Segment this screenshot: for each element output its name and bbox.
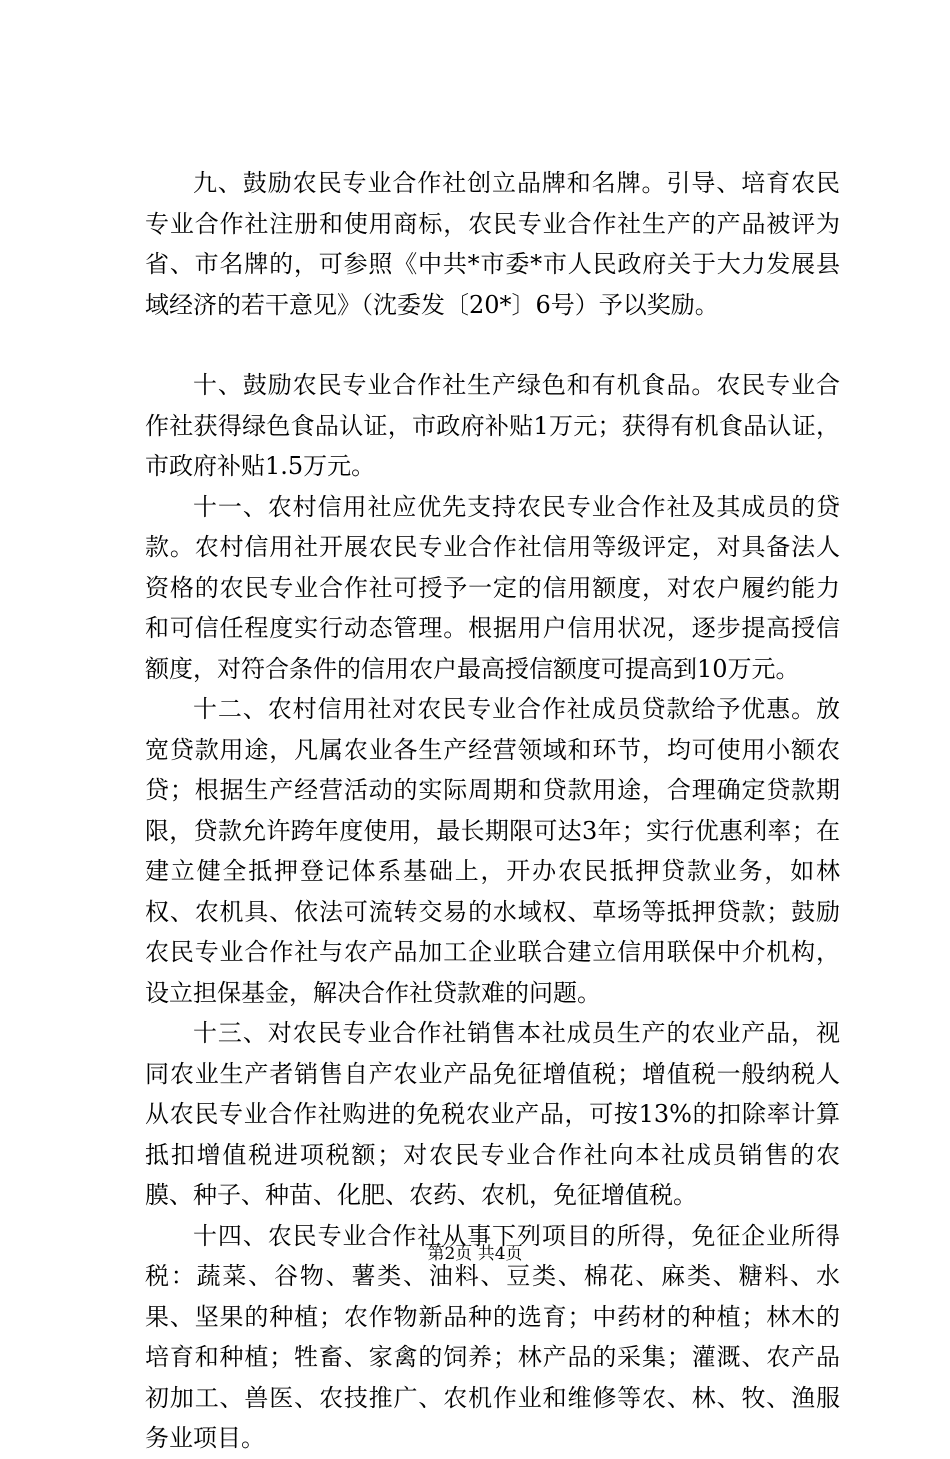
paragraph-10: 十、鼓励农民专业合作社生产绿色和有机食品。农民专业合作社获得绿色食品认证，市政府补贴1万元；获得有机食品认证，市政府补贴1.5万元。: [145, 371, 840, 480]
page-number-footer: 第2页 共4页: [427, 1244, 523, 1264]
paragraph-13: 十三、对农民专业合作社销售本社成员生产的农业产品，视同农业生产者销售自产农业产品免征增值税；增值税一般纳税人从农民专业合作社购进的免税农业产品，可按13%的扣除率计算抵扣增值税进项税额；对农民专业合作社向本社成员销售的农膜、种子、种苗、化肥、农药、农机，免征增值税。: [145, 1019, 840, 1209]
paragraph-12: 十二、农村信用社对农民专业合作社成员贷款给予优惠。放宽贷款用途，凡属农业各生产经营领域和环节，均可使用小额农贷；根据生产经营活动的实际周期和贷款用途，合理确定贷款期限，贷款允许跨年度使用，最长期限可达3年；实行优惠利率；在建立健全抵押登记体系基础上，开办农民抵押贷款业务，如林权、农机具、依法可流转交易的水域权、草场等抵押贷款；鼓励农民专业合作社与农产品加工企业联合建立信用联保中介机构，设立担保基金，解决合作社贷款难的问题。: [145, 695, 840, 1007]
paragraph-11: 十一、农村信用社应优先支持农民专业合作社及其成员的贷款。农村信用社开展农民专业合作社信用等级评定，对具备法人资格的农民专业合作社可授予一定的信用额度，对农户履约能力和可信任程度实行动态管理。根据用户信用状况，逐步提高授信额度，对符合条件的信用农户最高授信额度可提高到10万元。: [145, 492, 840, 683]
paragraph-14: 十四、农民专业合作社从事下列项目的所得，免征企业所得税：蔬菜、谷物、薯类、油料、豆类、棉花、麻类、糖料、水果、坚果的种植；农作物新品种的选育；中药材的种植；林木的培育和种植；牲畜、家禽的饲养；林产品的采集；灌溉、农产品初加工、兽医、农技推广、农机作业和维修等农、林、牧、渔服务业项目。: [145, 1221, 840, 1452]
paragraph-9: 九、鼓励农民专业合作社创立品牌和名牌。引导、培育农民专业合作社注册和使用商标，农民专业合作社生产的产品被评为省、市名牌的，可参照《中共*市委*市人民政府关于大力发展县域经济的若干意见》（沈委发〔20*〕6号）予以奖励。: [145, 169, 840, 319]
